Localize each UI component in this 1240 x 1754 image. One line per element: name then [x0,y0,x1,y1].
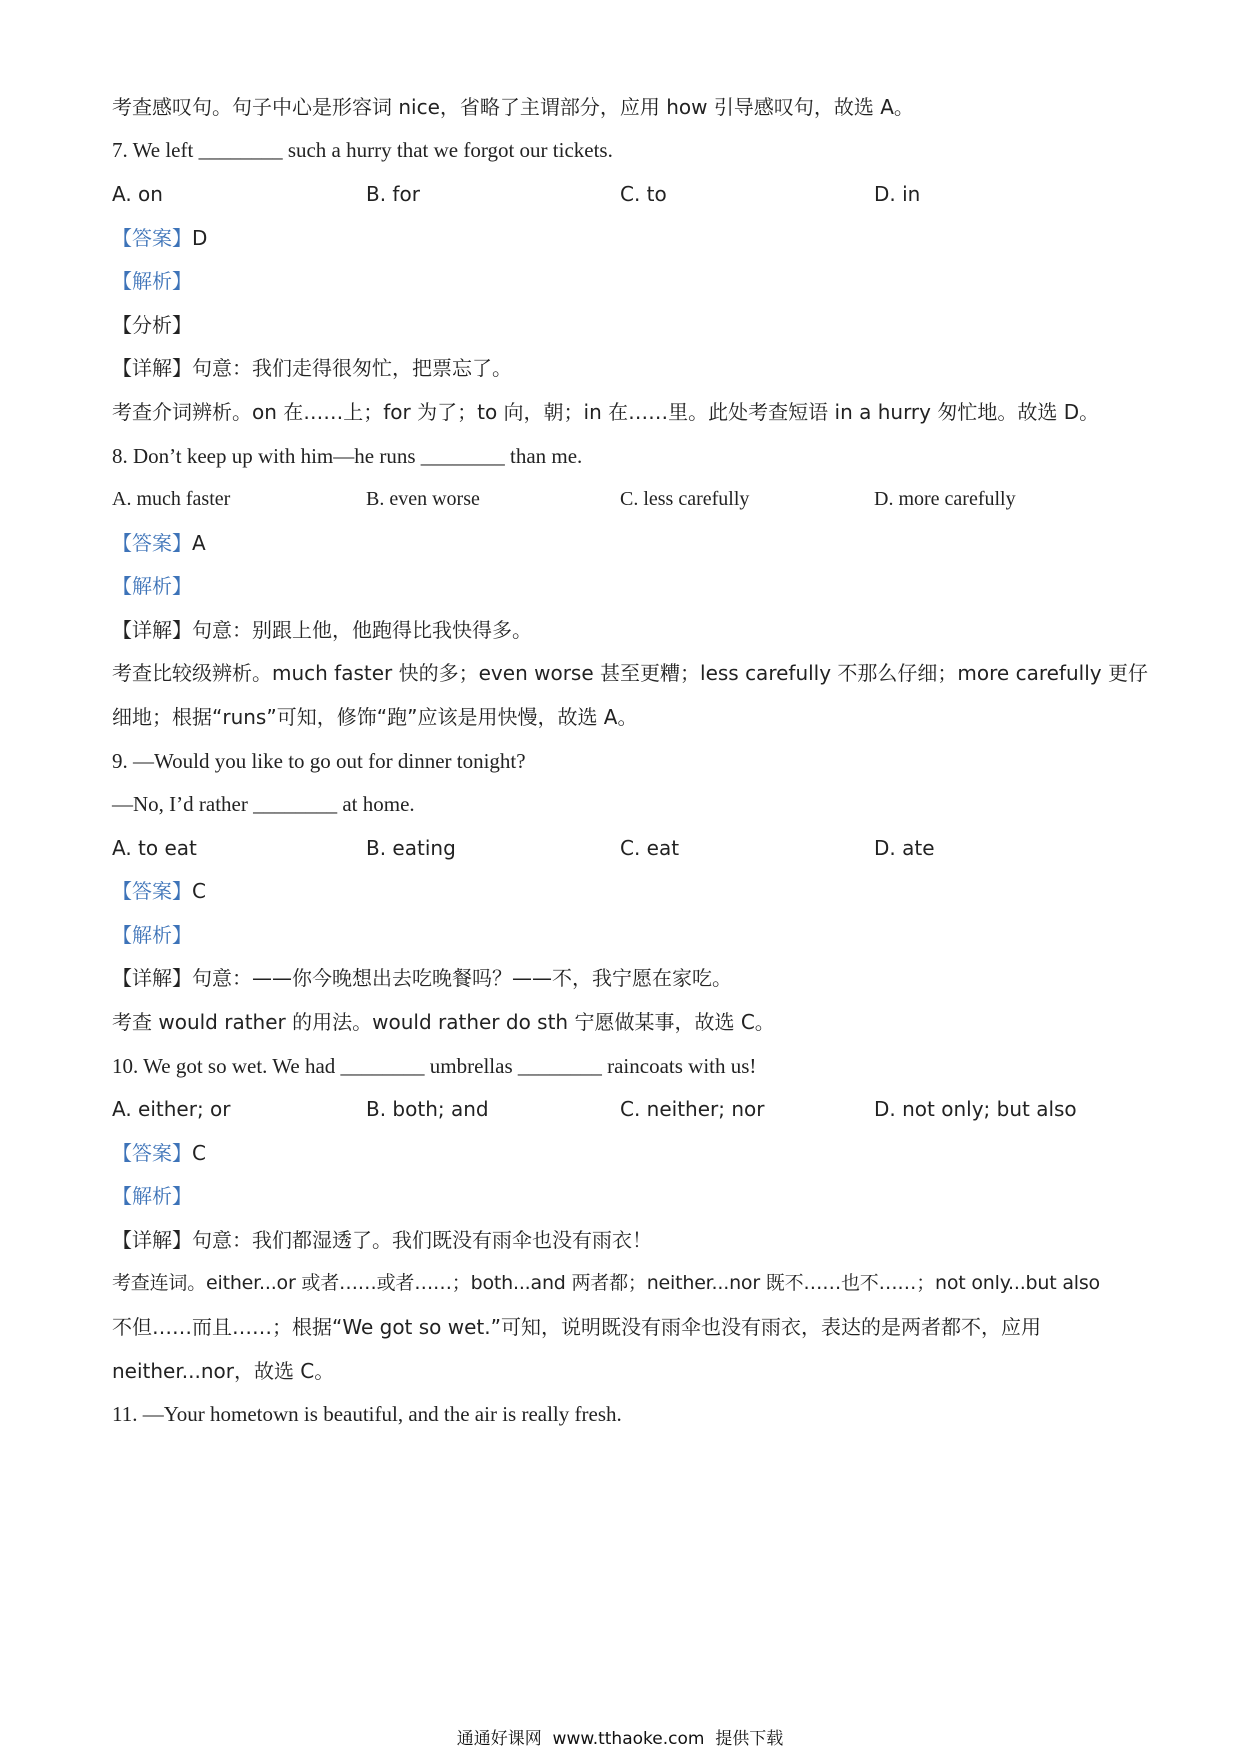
analysis-tag: 【解析】 [112,1184,192,1208]
detail-tag: 【详解】 [112,356,192,380]
detail-text: 句意：——你今晚想出去吃晚餐吗？——不，我宁愿在家吃。 [192,966,732,990]
answer-tag: 【答案】 [112,1141,192,1165]
detail-tag: 【详解】 [112,618,192,642]
answer-value: C [192,879,206,903]
option-c: C. less carefully [620,488,750,510]
detail-tag: 【详解】 [112,1228,192,1252]
answer-tag: 【答案】 [112,531,192,555]
option-c: C. to [620,182,667,206]
option-d: D. more carefully [874,488,1016,510]
answer-value: A [192,531,206,555]
detail-text: 句意：别跟上他，他跑得比我快得多。 [192,618,532,642]
detail-text: 句意：我们走得很匆忙，把票忘了。 [192,356,512,380]
option-c: C. neither; nor [620,1097,765,1121]
answer-tag: 【答案】 [112,879,192,903]
option-b: B. eating [366,836,456,860]
question-10: 10. We got so wet. We had ________ umbrellas ________ raincoats with us! [112,1054,757,1078]
detail-line [112,353,1128,383]
option-d: D. in [874,182,921,206]
answer-value: C [192,1141,206,1165]
option-d: D. not only; but also [874,1097,1077,1121]
answer-tag: 【答案】 [112,226,192,250]
explanation-text: 考查连词。either...or 或者……或者……；both...and 两者都；neither...nor 既不……也不……；not only...but also [112,1272,1100,1294]
explanation-text: 细地；根据“runs”可知，修饰“跑”应该是用快慢，故选 A。 [112,705,638,729]
answer-line [112,876,1128,906]
explanation-text: 考查感叹句。句子中心是形容词 nice，省略了主谓部分，应用 how 引导感叹句，故选 A。 [112,95,914,119]
page-footer: 通通好课网 www.tthaoke.com 提供下载 [456,1729,784,1749]
question-8-options [112,484,1128,514]
option-a: A. either; or [112,1097,231,1121]
analysis-tag: 【解析】 [112,269,192,293]
detail-line [112,963,1128,993]
answer-line [112,223,1128,253]
explanation-text: neither...nor，故选 C。 [112,1359,335,1383]
explanation-text: 考查介词辨析。on 在……上；for 为了；to 向，朝；in 在……里。此处考查短语 in a hurry 匆忙地。故选 D。 [112,400,1100,424]
explanation-text: 考查 would rather 的用法。would rather do sth 宁愿做某事，故选 C。 [112,1010,775,1034]
answer-line [112,1138,1128,1168]
option-d: D. ate [874,836,935,860]
option-a: A. much faster [112,488,231,510]
question-11: 11. —Your hometown is beautiful, and the air is really fresh. [112,1402,622,1426]
explanation-text: 考查比较级辨析。much faster 快的多；even worse 甚至更糟；less carefully 不那么仔细；more carefully 更仔 [112,661,1148,685]
question-10-options [112,1094,1128,1124]
detail-tag: 【详解】 [112,966,192,990]
fenxi-tag: 【分析】 [112,313,192,337]
question-7: 7. We left ________ such a hurry that we forgot our tickets. [112,138,613,162]
option-a: A. on [112,182,163,206]
analysis-tag: 【解析】 [112,923,192,947]
option-b: B. even worse [366,488,480,510]
answer-value: D [192,226,208,250]
question-8: 8. Don’t keep up with him—he runs ________ than me. [112,444,583,468]
detail-line [112,1225,1128,1255]
detail-text: 句意：我们都湿透了。我们既没有雨伞也没有雨衣！ [192,1228,652,1252]
question-9-reply: —No, I’d rather ________ at home. [112,792,415,816]
option-a: A. to eat [112,836,197,860]
option-c: C. eat [620,836,680,860]
option-b: B. for [366,182,420,206]
option-b: B. both; and [366,1097,489,1121]
question-7-options [112,179,1128,209]
question-9-options [112,833,1128,863]
question-9: 9. —Would you like to go out for dinner tonight? [112,749,526,773]
analysis-tag: 【解析】 [112,574,192,598]
explanation-text: 不但……而且……；根据“We got so wet.”可知，说明既没有雨伞也没有雨衣，表达的是两者都不，应用 [112,1315,1041,1339]
answer-line [112,528,1128,558]
detail-line [112,615,1128,645]
